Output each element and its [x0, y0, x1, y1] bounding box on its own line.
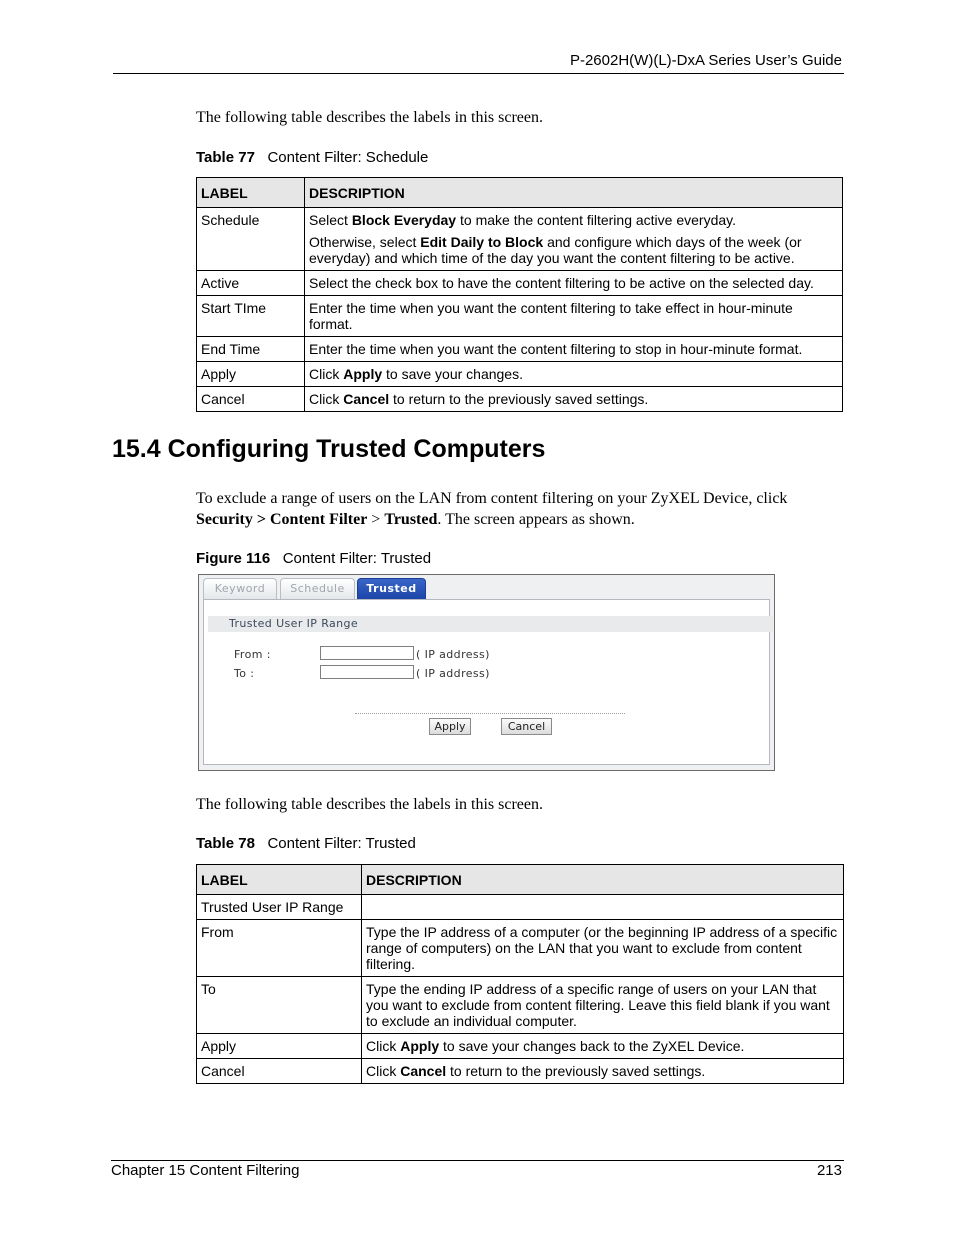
tab-keyword[interactable]: Keyword [203, 578, 277, 599]
row-description: Select Block Everyday to make the content filtering active everyday. Otherwise, select Edit Daily to Block and configure which days of the week (or everyday) and which time of the day you want the content filtering to be active. [305, 208, 843, 271]
content-filter-trusted-screenshot [198, 574, 775, 771]
caption-title: Content Filter: Trusted [282, 550, 432, 567]
caption-title: Content Filter: Schedule [267, 149, 429, 166]
section-title: 15.4 Configuring Trusted Computers [112, 435, 546, 463]
from-ip-input[interactable] [320, 646, 414, 660]
row-description: Click Cancel to return to the previously saved settings. [305, 387, 843, 412]
table-row [197, 362, 843, 387]
caption-number: Table 77 [196, 149, 255, 166]
column-header: DESCRIPTION [362, 865, 844, 895]
row-description: Enter the time when you want the content filtering to stop in hour-minute format. [305, 337, 843, 362]
dotted-separator [355, 713, 625, 714]
row-label: From [197, 920, 362, 977]
row-label: Active [197, 271, 305, 296]
header-rule [113, 73, 844, 74]
table-row [197, 337, 843, 362]
table-row [197, 271, 843, 296]
section-paragraph: To exclude a range of users on the LAN from content filtering on your ZyXEL Device, click Security > Content Filter > Trusted. The screen appears as shown. [196, 490, 788, 528]
row-label: End Time [197, 337, 305, 362]
row-label: Cancel [197, 1059, 362, 1084]
table-77-caption [196, 149, 428, 166]
footer-chapter: Chapter 15 Content Filtering [111, 1162, 300, 1179]
tab-schedule[interactable]: Schedule [280, 578, 355, 599]
tab-trusted[interactable]: Trusted [357, 578, 426, 599]
row-label: Start TIme [197, 296, 305, 337]
column-header: DESCRIPTION [305, 178, 843, 208]
row-description: Click Apply to save your changes. [305, 362, 843, 387]
intro-text: The following table describes the labels in this screen. [196, 109, 544, 126]
table-77 [196, 177, 843, 412]
from-label: From : [234, 648, 271, 661]
row-label: Cancel [197, 387, 305, 412]
column-header: LABEL [197, 178, 305, 208]
row-label: To [197, 977, 362, 1034]
row-label: Apply [197, 362, 305, 387]
table-row [197, 920, 844, 977]
table-78-caption [196, 835, 416, 852]
row-label: Trusted User IP Range [197, 895, 362, 920]
intro-text-2: The following table describes the labels in this screen. [196, 796, 544, 813]
table-row [197, 1059, 844, 1084]
page-number: 213 [816, 1162, 842, 1179]
caption-number: Figure 116 [196, 550, 271, 567]
row-description: Select the check box to have the content filtering to be active on the selected day. [305, 271, 843, 296]
footer-rule [111, 1160, 844, 1161]
apply-button[interactable]: Apply [429, 718, 471, 735]
row-description: Click Apply to save your changes back to the ZyXEL Device. [362, 1034, 844, 1059]
row-description [362, 895, 844, 920]
table-row [197, 387, 843, 412]
row-label: Schedule [197, 208, 305, 271]
table-header-row [197, 865, 844, 895]
cancel-button[interactable]: Cancel [501, 718, 552, 735]
table-row [197, 1034, 844, 1059]
table-header-row [197, 178, 843, 208]
trusted-range-heading: Trusted User IP Range [229, 617, 359, 630]
guide-title: P-2602H(W)(L)-DxA Series User’s Guide [569, 52, 842, 69]
row-description: Type the IP address of a computer (or the beginning IP address of a specific range of computers) on the LAN that you want to exclude from content filtering. [362, 920, 844, 977]
figure-116-caption [196, 550, 431, 567]
table-78 [196, 864, 844, 1084]
table-row [197, 208, 843, 271]
row-description: Click Cancel to return to the previously saved settings. [362, 1059, 844, 1084]
to-label: To : [234, 667, 255, 680]
caption-number: Table 78 [196, 835, 255, 852]
row-description: Type the ending IP address of a specific range of users on your LAN that you want to exclude from content filtering. Leave this field blank if you want to exclude an individual computer. [362, 977, 844, 1034]
table-row [197, 296, 843, 337]
row-description: Enter the time when you want the content filtering to take effect in hour-minute format. [305, 296, 843, 337]
from-ip-note: ( IP address) [416, 648, 490, 661]
settings-panel [203, 599, 770, 765]
to-ip-note: ( IP address) [416, 667, 490, 680]
caption-title: Content Filter: Trusted [267, 835, 416, 852]
to-ip-input[interactable] [320, 665, 414, 679]
table-row [197, 895, 844, 920]
column-header: LABEL [197, 865, 362, 895]
table-row [197, 977, 844, 1034]
row-label: Apply [197, 1034, 362, 1059]
